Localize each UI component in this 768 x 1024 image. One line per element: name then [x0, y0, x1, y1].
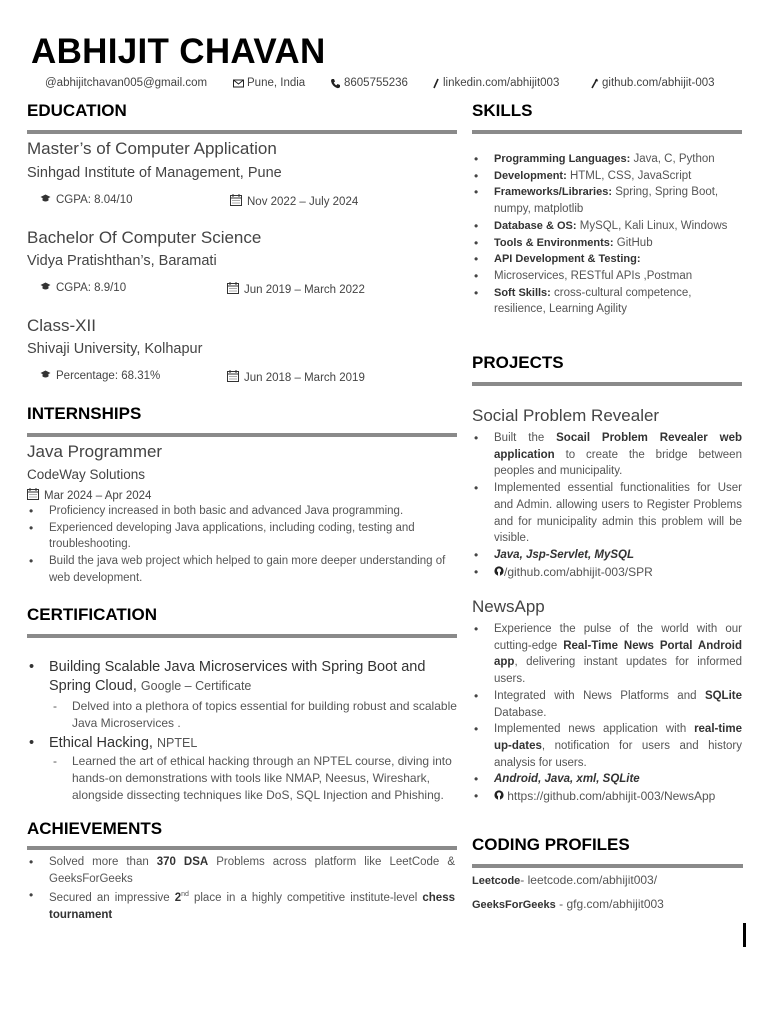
cert-detail: - Learned the art of ethical hacking through an NPTEL course, diving into hands-on demonstrations with tools like NMAP, Neesus, Wireshark, alongside dissecting techniques like DoS, SQL Injection and Phishing.	[27, 753, 457, 804]
link-icon	[432, 78, 440, 89]
project-2-link: https://github.com/abhijit-003/NewsApp	[507, 789, 716, 804]
internships-divider	[27, 433, 457, 437]
list-item: • Proficiency increased in both basic and advanced Java programming.	[27, 503, 447, 520]
cert-detail: - Delved into a plethora of topics essential for building robust and scalable Java Microservices .	[27, 698, 457, 732]
certification-divider	[27, 634, 457, 638]
achievements-divider	[27, 846, 457, 850]
skills-list	[472, 151, 742, 318]
edu-degree-3: Class-XII	[27, 316, 96, 335]
phone-icon	[330, 78, 341, 89]
cert-name: Building Scalable Java Microservices with Spring Boot and Spring Cloud,	[49, 659, 426, 694]
phone-contact[interactable]	[330, 77, 408, 89]
cert-name: Ethical Hacking,	[49, 735, 153, 751]
email-contact[interactable]	[45, 77, 207, 89]
coding-profile-gfg[interactable]: GeeksForGeeks - gfg.com/abhijit003	[472, 897, 664, 911]
coding-profile-leetcode[interactable]: Leetcode- leetcode.com/abhijit003/	[472, 873, 658, 887]
github-icon	[494, 791, 504, 803]
edu-degree-1: Master’s of Computer Application	[27, 139, 277, 158]
cert-item-2	[27, 734, 457, 753]
cert-item-1	[27, 658, 457, 696]
edu-score-3: Percentage: 68.31%	[40, 370, 160, 382]
calendar-icon	[227, 370, 239, 385]
project-1-link: /github.com/abhijit-003/SPR	[504, 564, 653, 579]
link-icon	[590, 78, 599, 89]
text-cursor	[743, 923, 746, 947]
intern-dates: Mar 2024 – Apr 2024	[27, 488, 151, 503]
linkedin-text: linkedin.com/abhijit003	[443, 77, 560, 89]
project-1-title: Social Problem Revealer	[472, 406, 660, 425]
education-heading: EDUCATION	[27, 101, 127, 120]
project-2-title: NewsApp	[472, 597, 545, 616]
list-item: • Build the java web project which helped to gain more deeper understanding of web development.	[27, 553, 447, 586]
skills-divider	[472, 130, 742, 134]
location-text: Pune, India	[247, 77, 306, 89]
github-contact[interactable]	[590, 77, 715, 89]
list-item: • Microservices, RESTful APIs ,Postman	[472, 268, 742, 285]
grad-cap-icon	[40, 194, 51, 206]
calendar-icon	[27, 488, 39, 503]
cert-list	[27, 658, 457, 804]
edu-institute-1: Sinhgad Institute of Management, Pune	[27, 165, 282, 181]
achievement-list	[27, 854, 455, 924]
list-item: • Experienced developing Java applications, including coding, testing and troubleshooting.	[27, 520, 447, 553]
internships-heading: INTERNSHIPS	[27, 404, 142, 423]
list-item: • API Development & Testing:	[472, 251, 742, 268]
projects-heading: PROJECTS	[472, 353, 564, 372]
list-item: • Secured an impressive 2nd place in a highly competitive institute-level chess tournament	[27, 887, 455, 923]
list-item: • Implemented essential functionalities for User and Admin. allowing users to Register Problems and for municipality admin this problem will be visible.	[472, 480, 742, 547]
calendar-icon	[230, 194, 242, 209]
linkedin-contact[interactable]	[432, 77, 559, 89]
list-item: • Tools & Environments: GitHub	[472, 235, 742, 252]
list-item: • Implemented news application with real-time up-dates, notification for users and history analysis for users.	[472, 721, 742, 771]
edu-degree-2: Bachelor Of Computer Science	[27, 228, 262, 247]
github-icon	[494, 567, 504, 579]
email-text: @abhijitchavan005@gmail.com	[45, 77, 208, 89]
list-item: • Frameworks/Libraries: Spring, Spring Boot, numpy, matplotlib	[472, 184, 742, 217]
edu-institute-2: Vidya Pratishthan’s, Baramati	[27, 253, 217, 269]
candidate-name: ABHIJIT CHAVAN	[31, 32, 326, 71]
edu-dates-3: Jun 2018 – March 2019	[227, 370, 365, 385]
list-item[interactable]	[472, 788, 742, 806]
edu-dates-1: Nov 2022 – July 2024	[230, 194, 358, 209]
intern-company: CodeWay Solutions	[27, 467, 146, 482]
grad-cap-icon	[40, 370, 51, 382]
location-contact	[233, 77, 305, 89]
intern-points	[27, 503, 447, 587]
list-item: • Soft Skills: cross-cultural competence, resilience, Learning Agility	[472, 285, 742, 318]
grad-cap-icon	[40, 282, 51, 294]
list-item: • Database & OS: MySQL, Kali Linux, Windows	[472, 218, 742, 235]
list-item: • Experience the pulse of the world with our cutting-edge Real-Time News Portal Android app, delivering instant updates for informed users.	[472, 621, 742, 688]
list-item: • Solved more than 370 DSA Problems across platform like LeetCode & GeeksForGeeks	[27, 854, 455, 887]
list-item: • Programming Languages: Java, C, Python	[472, 151, 742, 168]
achievements-heading: ACHIEVEMENTS	[27, 819, 163, 838]
coding-divider	[472, 864, 743, 868]
project-2-points	[472, 621, 742, 806]
edu-dates-2: Jun 2019 – March 2022	[227, 282, 365, 297]
education-divider	[27, 130, 457, 134]
projects-divider	[472, 382, 742, 386]
cert-issuer: NPTEL	[157, 736, 198, 750]
intern-role: Java Programmer	[27, 442, 163, 461]
edu-score-2: CGPA: 8.9/10	[40, 282, 126, 294]
project-1-points	[472, 430, 742, 581]
list-item: • Integrated with News Platforms and SQLite Database.	[472, 688, 742, 721]
certification-heading: CERTIFICATION	[27, 605, 158, 624]
list-item: • Development: HTML, CSS, JavaScript	[472, 168, 742, 185]
skills-heading: SKILLS	[472, 101, 533, 120]
phone-text: 8605755236	[344, 77, 408, 89]
github-text: github.com/abhijit-003	[602, 77, 715, 89]
list-item: • Android, Java, xml, SQLite	[472, 771, 742, 788]
envelope-icon	[233, 78, 244, 89]
list-item: • Built the Socail Problem Revealer web application to create the bridge between peoples and municipality.	[472, 430, 742, 480]
cert-issuer: Google – Certificate	[140, 679, 252, 693]
calendar-icon	[227, 282, 239, 297]
coding-heading: CODING PROFILES	[472, 835, 630, 854]
edu-institute-3: Shivaji University, Kolhapur	[27, 341, 203, 357]
list-item[interactable]	[472, 564, 742, 582]
list-item: • Java, Jsp-Servlet, MySQL	[472, 547, 742, 564]
edu-score-1: CGPA: 8.04/10	[40, 194, 133, 206]
